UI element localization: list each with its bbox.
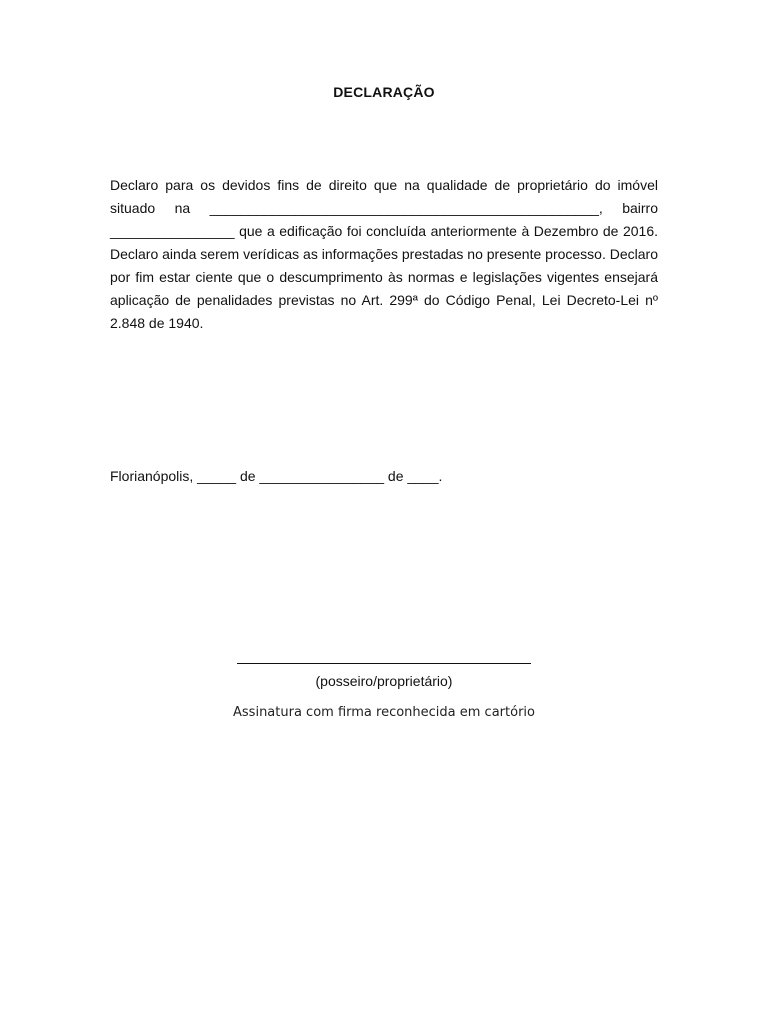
declaration-paragraph: Declaro para os devidos fins de direito que na qualidade de proprietário do imóvel situado na __________________________________________________, bairro ________________ que a edificação foi concluída anteriormente à Dezembro de 2016. Declaro ainda serem verídicas as informações prestadas no presente processo. Declaro por fim estar ciente que o descumprimento às normas e legislações vigentes ensejará aplicação de penalidades previstas no Art. 299ª do Código Penal, Lei Decreto-Lei nº 2.848 de 1940. [110, 177, 658, 331]
place-date-line: Florianópolis, _____ de ________________ de ____. [110, 468, 443, 484]
document-title: DECLARAÇÃO [333, 84, 435, 100]
signature-note: Assinatura com firma reconhecida em cartório [233, 705, 535, 720]
declaration-body [110, 174, 658, 335]
signature-role: (posseiro/proprietário) [315, 673, 453, 689]
signature-block [0, 650, 768, 723]
signature-line [237, 663, 531, 664]
